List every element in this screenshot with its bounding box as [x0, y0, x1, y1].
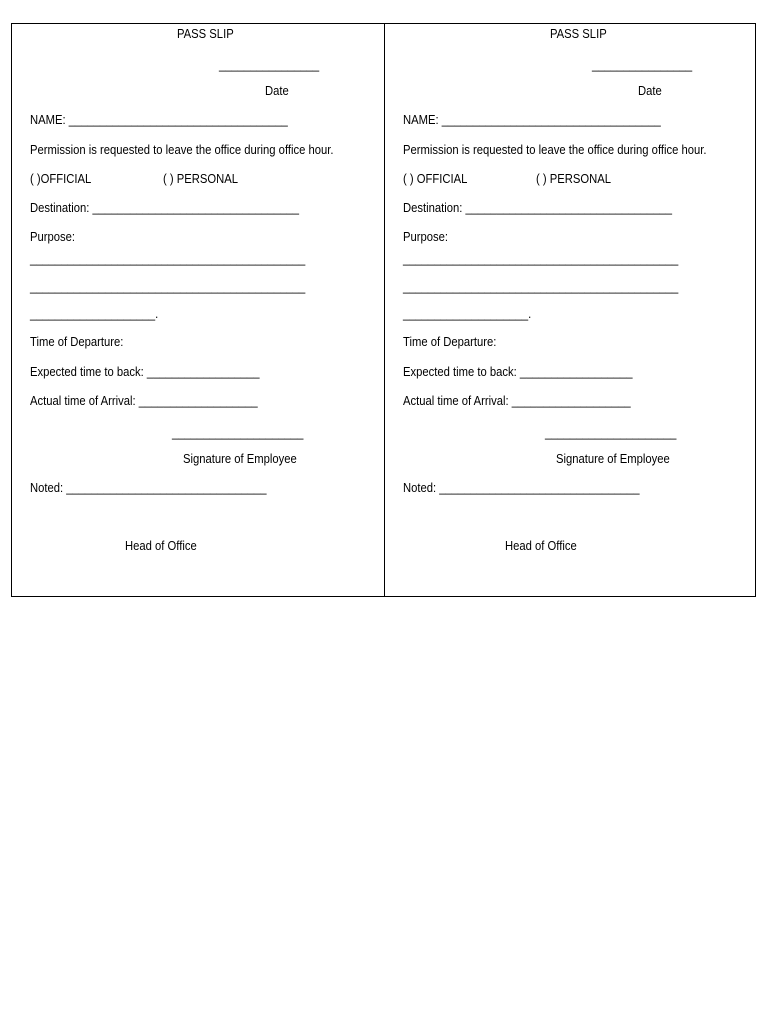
name-field: NAME: ___________________________________ — [402, 113, 661, 127]
date-blank-line: ________________ — [219, 58, 320, 72]
personal-option: ( ) PERSONAL — [535, 172, 611, 186]
noted-field: Noted: ________________________________ — [402, 481, 639, 495]
actual-arrival-field: Actual time of Arrival: ___________________ — [402, 394, 631, 408]
expected-return-field: Expected time to back: __________________ — [402, 365, 633, 379]
destination-field: Destination: _________________________________ — [30, 201, 300, 215]
destination-field: Destination: _________________________________ — [402, 201, 672, 215]
permission-statement: Permission is requested to leave the office during office hour. — [402, 143, 707, 157]
purpose-line-2: ____________________________________________ — [402, 280, 678, 294]
official-option: ( )OFFICIAL — [30, 172, 92, 186]
pass-slip-left — [12, 24, 384, 596]
purpose-label: Purpose: — [30, 230, 76, 244]
date-blank-line: ________________ — [591, 58, 692, 72]
purpose-line-3: ____________________. — [30, 307, 159, 321]
pass-slip-right — [384, 24, 756, 596]
head-of-office-label: Head of Office — [504, 539, 577, 553]
departure-time-field: Time of Departure: — [402, 335, 496, 349]
signature-label: Signature of Employee — [555, 452, 670, 466]
signature-blank-line: _____________________ — [544, 426, 676, 440]
purpose-line-2: ____________________________________________ — [30, 280, 306, 294]
official-option: ( ) OFFICIAL — [402, 172, 467, 186]
purpose-line-3: ____________________. — [402, 307, 531, 321]
expected-return-field: Expected time to back: __________________ — [30, 365, 260, 379]
slip-title: PASS SLIP — [177, 27, 234, 41]
purpose-label: Purpose: — [402, 230, 448, 244]
name-field: NAME: ___________________________________ — [30, 113, 288, 127]
signature-label: Signature of Employee — [183, 452, 297, 466]
departure-time-field: Time of Departure: — [30, 335, 124, 349]
date-label: Date — [637, 84, 662, 98]
actual-arrival-field: Actual time of Arrival: ___________________ — [30, 394, 258, 408]
noted-field: Noted: ________________________________ — [30, 481, 267, 495]
pass-slip-table — [11, 23, 756, 597]
personal-option: ( ) PERSONAL — [163, 172, 239, 186]
purpose-line-1: ____________________________________________ — [402, 252, 678, 266]
permission-statement: Permission is requested to leave the office during office hour. — [30, 143, 334, 157]
head-of-office-label: Head of Office — [125, 539, 197, 553]
signature-blank-line: _____________________ — [172, 426, 304, 440]
slip-title: PASS SLIP — [549, 27, 607, 41]
date-label: Date — [265, 84, 289, 98]
purpose-line-1: ____________________________________________ — [30, 252, 306, 266]
